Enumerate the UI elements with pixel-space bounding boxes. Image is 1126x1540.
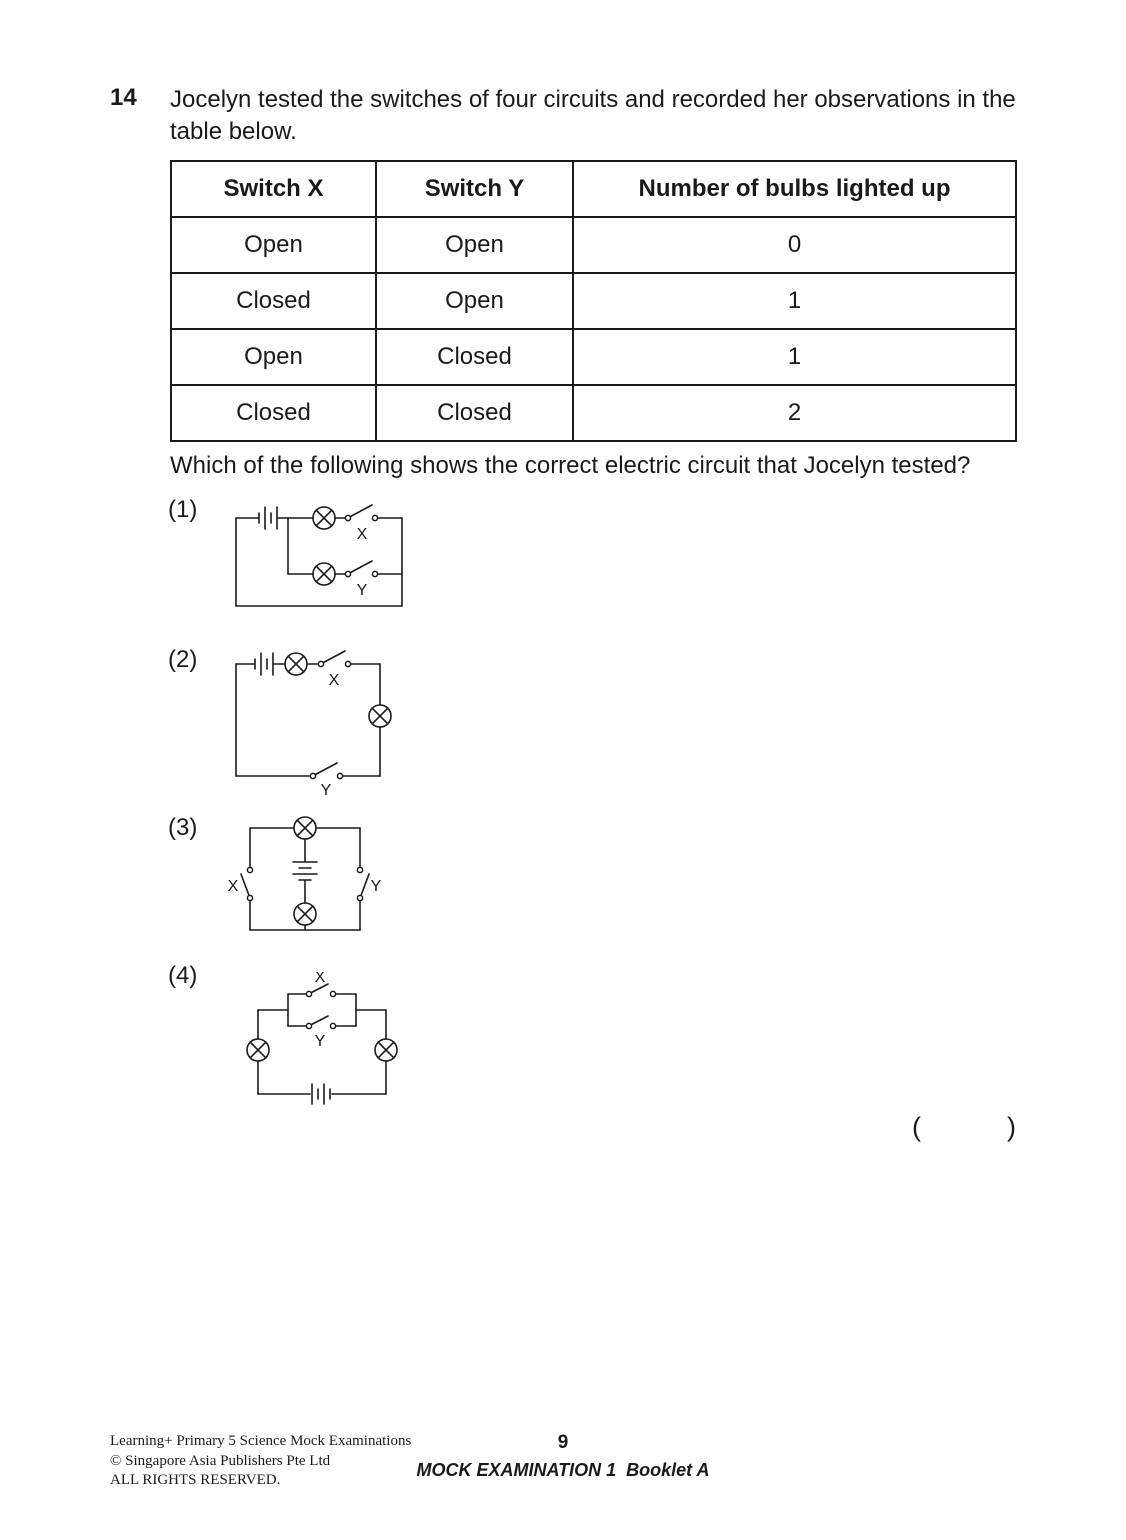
table-header-row	[171, 161, 1016, 217]
switch-y-label: Y	[314, 1033, 326, 1050]
cell-bulbs: 1	[573, 329, 1016, 385]
header-switch-x: Switch X	[171, 161, 376, 217]
circuit-wires	[236, 518, 402, 606]
option-1-label: (1)	[168, 496, 198, 523]
cell-switch-y: Closed	[376, 385, 573, 441]
circuit-wires	[236, 664, 380, 776]
circuit-diagram-1	[224, 496, 414, 618]
switch-x-label: X	[314, 972, 326, 986]
question-text: Jocelyn tested the switches of four circuits and recorded her observations in the table below.	[170, 86, 1016, 146]
cell-switch-y: Open	[376, 273, 573, 329]
question-number: 14	[110, 84, 137, 111]
answer-bracket-close: )	[1007, 1112, 1016, 1142]
bulb-icon	[294, 817, 316, 839]
option-3-label: (3)	[168, 814, 198, 841]
switch-y-icon	[345, 561, 377, 577]
switch-y-label: Y	[356, 582, 368, 599]
bulb-icon	[369, 705, 391, 727]
table-row	[171, 329, 1016, 385]
switch-y-icon	[310, 763, 342, 779]
battery-icon	[259, 507, 277, 529]
cell-switch-x: Open	[171, 217, 376, 273]
switch-x-label: X	[356, 526, 368, 543]
answer-bracket	[912, 1112, 1016, 1143]
table-row	[171, 273, 1016, 329]
observations-table	[170, 160, 1017, 442]
cell-bulbs: 2	[573, 385, 1016, 441]
option-2-label: (2)	[168, 646, 198, 673]
bulb-icon	[313, 563, 335, 585]
battery-icon	[255, 653, 273, 675]
question-prompt: Which of the following shows the correct electric circuit that Jocelyn tested?	[170, 452, 971, 479]
cell-switch-x: Open	[171, 329, 376, 385]
booklet-title: MOCK EXAMINATION 1 Booklet A	[416, 1460, 710, 1480]
cell-switch-x: Closed	[171, 273, 376, 329]
switch-x-label: X	[328, 672, 340, 689]
option-2-circuit	[224, 644, 414, 803]
cell-switch-y: Open	[376, 217, 573, 273]
circuit-diagram-4	[222, 972, 422, 1124]
footer-line: © Singapore Asia Publishers Pte Ltd	[110, 1452, 331, 1469]
footer-line: ALL RIGHTS RESERVED.	[110, 1472, 281, 1488]
battery-icon	[312, 1084, 330, 1104]
option-4-label: (4)	[168, 962, 198, 989]
switch-y-label: Y	[370, 878, 382, 895]
bulb-icon	[294, 903, 316, 925]
table-row	[171, 217, 1016, 273]
table-row	[171, 385, 1016, 441]
header-bulbs: Number of bulbs lighted up	[573, 161, 1016, 217]
header-switch-y: Switch Y	[376, 161, 573, 217]
option-1-circuit	[224, 496, 414, 623]
bulb-icon	[375, 1039, 397, 1061]
switch-y-label: Y	[320, 782, 332, 798]
option-3-circuit	[220, 810, 385, 953]
switch-y-icon	[357, 867, 369, 900]
cell-bulbs: 1	[573, 273, 1016, 329]
switch-x-icon	[318, 651, 350, 667]
bulb-icon	[285, 653, 307, 675]
switch-x-label: X	[227, 878, 239, 895]
answer-bracket-open: (	[912, 1112, 921, 1142]
cell-switch-y: Closed	[376, 329, 573, 385]
circuit-diagram-2	[224, 644, 414, 798]
bulb-icon	[313, 507, 335, 529]
page-number: 9	[557, 1432, 569, 1453]
cell-switch-x: Closed	[171, 385, 376, 441]
footer-line: Learning+ Primary 5 Science Mock Examinations	[110, 1433, 412, 1449]
option-4-circuit	[222, 972, 422, 1129]
switch-y-icon	[306, 1016, 335, 1029]
cell-bulbs: 0	[573, 217, 1016, 273]
switch-x-icon	[345, 505, 377, 521]
circuit-diagram-3	[220, 810, 385, 948]
switch-x-icon	[241, 867, 253, 900]
bulb-icon	[247, 1039, 269, 1061]
battery-icon	[293, 862, 317, 880]
